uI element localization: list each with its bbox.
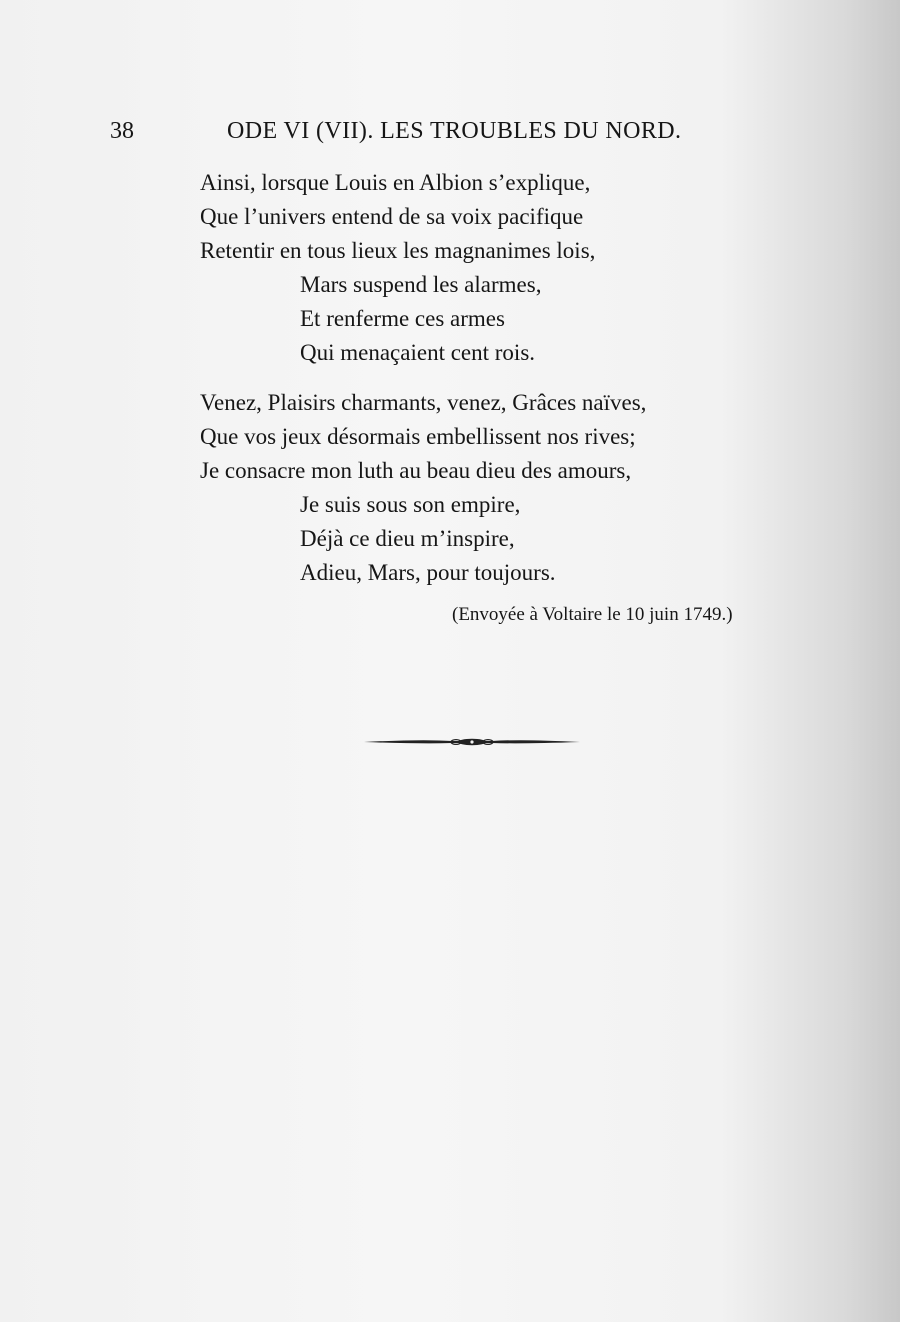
verse-line-indented: Déjà ce dieu m’inspire, [300,526,515,551]
page-number: 38 [110,118,134,144]
verse-line-indented: Je suis sous son empire, [300,492,521,517]
verse-line-indented: Qui menaçaient cent rois. [300,340,536,365]
running-head [110,118,750,150]
running-title: ODE VI (VII). LES TROUBLES DU NORD. [227,118,682,144]
verse-line: Retentir en tous lieux les magnanimes lois, [200,238,596,263]
stanza-2 [200,386,760,590]
verse-line: Venez, Plaisirs charmants, venez, Grâces naïves, [200,390,647,415]
verse-line-indented: Adieu, Mars, pour toujours. [300,560,556,585]
verse-line: Que l’univers entend de sa voix pacifique [200,204,584,229]
stanza-1 [200,166,760,370]
ornamental-rule-icon [362,733,582,751]
date-note: (Envoyée à Voltaire le 10 juin 1749.) [452,604,733,625]
verse-line-indented: Et renferme ces armes [300,306,505,331]
verse-line-indented: Mars suspend les alarmes, [300,272,542,297]
page-edge-shadow [740,600,758,1260]
verse-line: Ainsi, lorsque Louis en Albion s’explique, [200,170,591,195]
verse-line: Que vos jeux désormais embellissent nos rives; [200,424,636,449]
verse-line: Je consacre mon luth au beau dieu des amours, [200,458,632,483]
